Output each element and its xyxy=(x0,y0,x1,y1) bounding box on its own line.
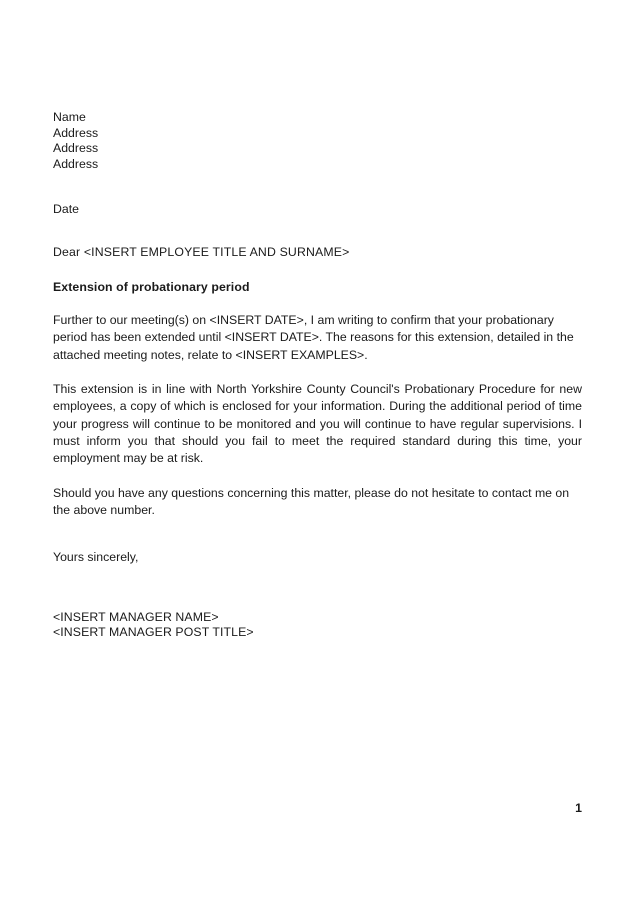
signature-block xyxy=(53,610,582,641)
recipient-address-block xyxy=(53,110,582,172)
recipient-address-line-2: Address xyxy=(53,141,99,156)
manager-post-title-placeholder: <INSERT MANAGER POST TITLE> xyxy=(53,625,254,640)
body-paragraph-2: This extension is in line with North Yorkshire County Council's Probationary Procedure for new employees, a copy of which is enclosed for your information. During the additional period of time your progress will continue to be monitored and you will continue to have regular supervisions. I must inform you that should you fail to meet the required standard during this time, your employment may be at risk. xyxy=(53,382,582,466)
recipient-address-line-3: Address xyxy=(53,156,99,171)
letter-content xyxy=(53,110,582,641)
date-field: Date xyxy=(53,202,79,217)
page-number: 1 xyxy=(575,801,582,815)
body-paragraph-3: Should you have any questions concerning this matter, please do not hesitate to contact me on the above number. xyxy=(53,485,570,517)
closing-salutation: Yours sincerely, xyxy=(53,550,139,565)
recipient-address-line-1: Address xyxy=(53,125,99,140)
body-paragraph-1: Further to our meeting(s) on <INSERT DATE>, I am writing to confirm that your probationary period has been extended until <INSERT DATE>. The reasons for this extension, detailed in the attached meeting notes, relate to <INSERT EXAMPLES>. xyxy=(53,313,574,362)
salutation-line: Dear <INSERT EMPLOYEE TITLE AND SURNAME> xyxy=(53,244,350,259)
recipient-name: Name xyxy=(53,110,86,124)
subject-heading: Extension of probationary period xyxy=(53,279,250,294)
manager-name-placeholder: <INSERT MANAGER NAME> xyxy=(53,609,219,624)
